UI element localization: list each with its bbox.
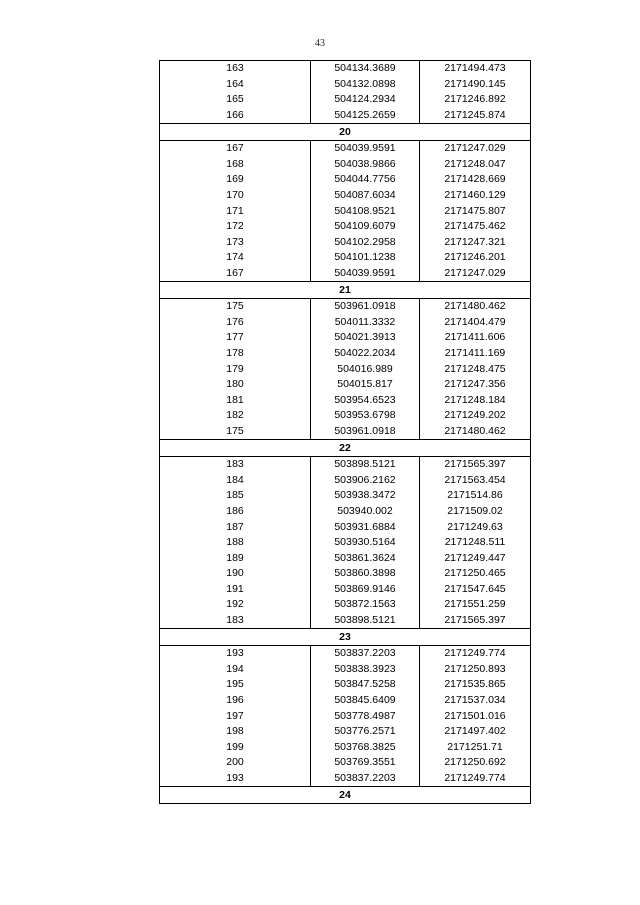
point-id-cell: 163 xyxy=(160,61,311,77)
x-coordinate-cell: 503847.5258 xyxy=(311,677,420,693)
table-row xyxy=(160,157,531,173)
x-coordinate-cell: 504134.3689 xyxy=(311,61,420,77)
table-row xyxy=(160,613,531,629)
table-row xyxy=(160,693,531,709)
x-coordinate-cell: 503776.2571 xyxy=(311,724,420,740)
y-coordinate-cell: 2171249.447 xyxy=(420,550,531,566)
x-coordinate-cell: 504039.9591 xyxy=(311,140,420,156)
y-coordinate-cell: 2171475.807 xyxy=(420,203,531,219)
section-number: 23 xyxy=(160,629,531,646)
section-header-row xyxy=(160,124,531,141)
point-id-cell: 185 xyxy=(160,488,311,504)
table-row xyxy=(160,61,531,77)
point-id-cell: 182 xyxy=(160,408,311,424)
coordinates-table-body xyxy=(160,61,531,804)
x-coordinate-cell: 504039.9591 xyxy=(311,266,420,282)
point-id-cell: 193 xyxy=(160,771,311,787)
y-coordinate-cell: 2171248.184 xyxy=(420,392,531,408)
table-row xyxy=(160,550,531,566)
y-coordinate-cell: 2171251.71 xyxy=(420,740,531,756)
table-row xyxy=(160,235,531,251)
table-row xyxy=(160,408,531,424)
y-coordinate-cell: 2171565.397 xyxy=(420,456,531,472)
point-id-cell: 176 xyxy=(160,315,311,331)
x-coordinate-cell: 503953.6798 xyxy=(311,408,420,424)
page-number: 43 xyxy=(315,38,325,49)
x-coordinate-cell: 503838.3923 xyxy=(311,662,420,678)
point-id-cell: 198 xyxy=(160,724,311,740)
point-id-cell: 197 xyxy=(160,708,311,724)
point-id-cell: 165 xyxy=(160,92,311,108)
y-coordinate-cell: 2171480.462 xyxy=(420,424,531,440)
x-coordinate-cell: 503961.0918 xyxy=(311,424,420,440)
x-coordinate-cell: 504021.3913 xyxy=(311,330,420,346)
x-coordinate-cell: 504125.2659 xyxy=(311,108,420,124)
x-coordinate-cell: 503860.3898 xyxy=(311,566,420,582)
table-row xyxy=(160,219,531,235)
x-coordinate-cell: 504132.0898 xyxy=(311,77,420,93)
y-coordinate-cell: 2171411.606 xyxy=(420,330,531,346)
y-coordinate-cell: 2171247.321 xyxy=(420,235,531,251)
x-coordinate-cell: 503930.5164 xyxy=(311,535,420,551)
table-row xyxy=(160,250,531,266)
x-coordinate-cell: 504109.6079 xyxy=(311,219,420,235)
point-id-cell: 186 xyxy=(160,504,311,520)
y-coordinate-cell: 2171411.169 xyxy=(420,346,531,362)
section-header-row xyxy=(160,282,531,299)
table-row xyxy=(160,392,531,408)
y-coordinate-cell: 2171460.129 xyxy=(420,188,531,204)
y-coordinate-cell: 2171563.454 xyxy=(420,472,531,488)
table-row xyxy=(160,597,531,613)
point-id-cell: 167 xyxy=(160,140,311,156)
x-coordinate-cell: 503906.2162 xyxy=(311,472,420,488)
point-id-cell: 177 xyxy=(160,330,311,346)
x-coordinate-cell: 504087.6034 xyxy=(311,188,420,204)
y-coordinate-cell: 2171497.402 xyxy=(420,724,531,740)
y-coordinate-cell: 2171501.016 xyxy=(420,708,531,724)
y-coordinate-cell: 2171249.774 xyxy=(420,645,531,661)
x-coordinate-cell: 503837.2203 xyxy=(311,645,420,661)
table-row xyxy=(160,424,531,440)
point-id-cell: 200 xyxy=(160,755,311,771)
x-coordinate-cell: 503954.6523 xyxy=(311,392,420,408)
y-coordinate-cell: 2171249.774 xyxy=(420,771,531,787)
y-coordinate-cell: 2171250.465 xyxy=(420,566,531,582)
y-coordinate-cell: 2171248.511 xyxy=(420,535,531,551)
x-coordinate-cell: 504015.817 xyxy=(311,377,420,393)
y-coordinate-cell: 2171551.259 xyxy=(420,597,531,613)
point-id-cell: 192 xyxy=(160,597,311,613)
x-coordinate-cell: 504011.3332 xyxy=(311,315,420,331)
point-id-cell: 174 xyxy=(160,250,311,266)
x-coordinate-cell: 504044.7756 xyxy=(311,172,420,188)
table-row xyxy=(160,488,531,504)
table-row xyxy=(160,172,531,188)
table-row xyxy=(160,108,531,124)
point-id-cell: 187 xyxy=(160,519,311,535)
table-row xyxy=(160,346,531,362)
y-coordinate-cell: 2171249.202 xyxy=(420,408,531,424)
point-id-cell: 173 xyxy=(160,235,311,251)
y-coordinate-cell: 2171247.029 xyxy=(420,140,531,156)
table-row xyxy=(160,377,531,393)
table-row xyxy=(160,140,531,156)
table-row xyxy=(160,708,531,724)
table-row xyxy=(160,677,531,693)
y-coordinate-cell: 2171404.479 xyxy=(420,315,531,331)
y-coordinate-cell: 2171250.893 xyxy=(420,662,531,678)
section-header-row xyxy=(160,787,531,804)
point-id-cell: 171 xyxy=(160,203,311,219)
point-id-cell: 175 xyxy=(160,298,311,314)
point-id-cell: 195 xyxy=(160,677,311,693)
table-row xyxy=(160,315,531,331)
x-coordinate-cell: 503861.3624 xyxy=(311,550,420,566)
y-coordinate-cell: 2171480.462 xyxy=(420,298,531,314)
x-coordinate-cell: 503931.6884 xyxy=(311,519,420,535)
section-number: 22 xyxy=(160,440,531,457)
x-coordinate-cell: 503898.5121 xyxy=(311,456,420,472)
point-id-cell: 191 xyxy=(160,582,311,598)
table-row xyxy=(160,298,531,314)
table-row xyxy=(160,724,531,740)
y-coordinate-cell: 2171247.029 xyxy=(420,266,531,282)
table-row xyxy=(160,92,531,108)
y-coordinate-cell: 2171475.462 xyxy=(420,219,531,235)
y-coordinate-cell: 2171535.865 xyxy=(420,677,531,693)
table-row xyxy=(160,456,531,472)
y-coordinate-cell: 2171494.473 xyxy=(420,61,531,77)
x-coordinate-cell: 503938.3472 xyxy=(311,488,420,504)
table-row xyxy=(160,582,531,598)
y-coordinate-cell: 2171245.874 xyxy=(420,108,531,124)
point-id-cell: 166 xyxy=(160,108,311,124)
x-coordinate-cell: 503961.0918 xyxy=(311,298,420,314)
point-id-cell: 184 xyxy=(160,472,311,488)
point-id-cell: 199 xyxy=(160,740,311,756)
point-id-cell: 172 xyxy=(160,219,311,235)
table-row xyxy=(160,472,531,488)
point-id-cell: 194 xyxy=(160,662,311,678)
coordinates-table xyxy=(159,60,531,804)
x-coordinate-cell: 504124.2934 xyxy=(311,92,420,108)
y-coordinate-cell: 2171537.034 xyxy=(420,693,531,709)
x-coordinate-cell: 503769.3551 xyxy=(311,755,420,771)
point-id-cell: 175 xyxy=(160,424,311,440)
point-id-cell: 189 xyxy=(160,550,311,566)
table-row xyxy=(160,266,531,282)
y-coordinate-cell: 2171246.201 xyxy=(420,250,531,266)
y-coordinate-cell: 2171428.669 xyxy=(420,172,531,188)
point-id-cell: 179 xyxy=(160,361,311,377)
table-row xyxy=(160,645,531,661)
section-header-row xyxy=(160,440,531,457)
x-coordinate-cell: 504102.2958 xyxy=(311,235,420,251)
x-coordinate-cell: 503768.3825 xyxy=(311,740,420,756)
y-coordinate-cell: 2171565.397 xyxy=(420,613,531,629)
point-id-cell: 169 xyxy=(160,172,311,188)
x-coordinate-cell: 503837.2203 xyxy=(311,771,420,787)
point-id-cell: 168 xyxy=(160,157,311,173)
y-coordinate-cell: 2171509.02 xyxy=(420,504,531,520)
y-coordinate-cell: 2171514.86 xyxy=(420,488,531,504)
table-row xyxy=(160,77,531,93)
table-row xyxy=(160,566,531,582)
point-id-cell: 180 xyxy=(160,377,311,393)
table-row xyxy=(160,519,531,535)
x-coordinate-cell: 503778.4987 xyxy=(311,708,420,724)
point-id-cell: 193 xyxy=(160,645,311,661)
point-id-cell: 183 xyxy=(160,613,311,629)
table-row xyxy=(160,662,531,678)
table-row xyxy=(160,203,531,219)
section-header-row xyxy=(160,629,531,646)
point-id-cell: 178 xyxy=(160,346,311,362)
x-coordinate-cell: 504038.9866 xyxy=(311,157,420,173)
section-number: 20 xyxy=(160,124,531,141)
table-row xyxy=(160,535,531,551)
y-coordinate-cell: 2171490.145 xyxy=(420,77,531,93)
y-coordinate-cell: 2171248.047 xyxy=(420,157,531,173)
point-id-cell: 164 xyxy=(160,77,311,93)
point-id-cell: 170 xyxy=(160,188,311,204)
table-row xyxy=(160,740,531,756)
table-row xyxy=(160,504,531,520)
x-coordinate-cell: 504101.1238 xyxy=(311,250,420,266)
x-coordinate-cell: 503869.9146 xyxy=(311,582,420,598)
y-coordinate-cell: 2171250.692 xyxy=(420,755,531,771)
table-row xyxy=(160,755,531,771)
point-id-cell: 190 xyxy=(160,566,311,582)
point-id-cell: 181 xyxy=(160,392,311,408)
point-id-cell: 196 xyxy=(160,693,311,709)
table-row xyxy=(160,188,531,204)
point-id-cell: 188 xyxy=(160,535,311,551)
y-coordinate-cell: 2171249.63 xyxy=(420,519,531,535)
x-coordinate-cell: 504108.9521 xyxy=(311,203,420,219)
x-coordinate-cell: 504016.989 xyxy=(311,361,420,377)
x-coordinate-cell: 503940.002 xyxy=(311,504,420,520)
x-coordinate-cell: 503845.6409 xyxy=(311,693,420,709)
y-coordinate-cell: 2171547.645 xyxy=(420,582,531,598)
x-coordinate-cell: 503872.1563 xyxy=(311,597,420,613)
x-coordinate-cell: 503898.5121 xyxy=(311,613,420,629)
section-number: 24 xyxy=(160,787,531,804)
y-coordinate-cell: 2171246.892 xyxy=(420,92,531,108)
table-row xyxy=(160,361,531,377)
y-coordinate-cell: 2171248.475 xyxy=(420,361,531,377)
x-coordinate-cell: 504022.2034 xyxy=(311,346,420,362)
point-id-cell: 167 xyxy=(160,266,311,282)
section-number: 21 xyxy=(160,282,531,299)
table-row xyxy=(160,771,531,787)
table-row xyxy=(160,330,531,346)
point-id-cell: 183 xyxy=(160,456,311,472)
y-coordinate-cell: 2171247.356 xyxy=(420,377,531,393)
